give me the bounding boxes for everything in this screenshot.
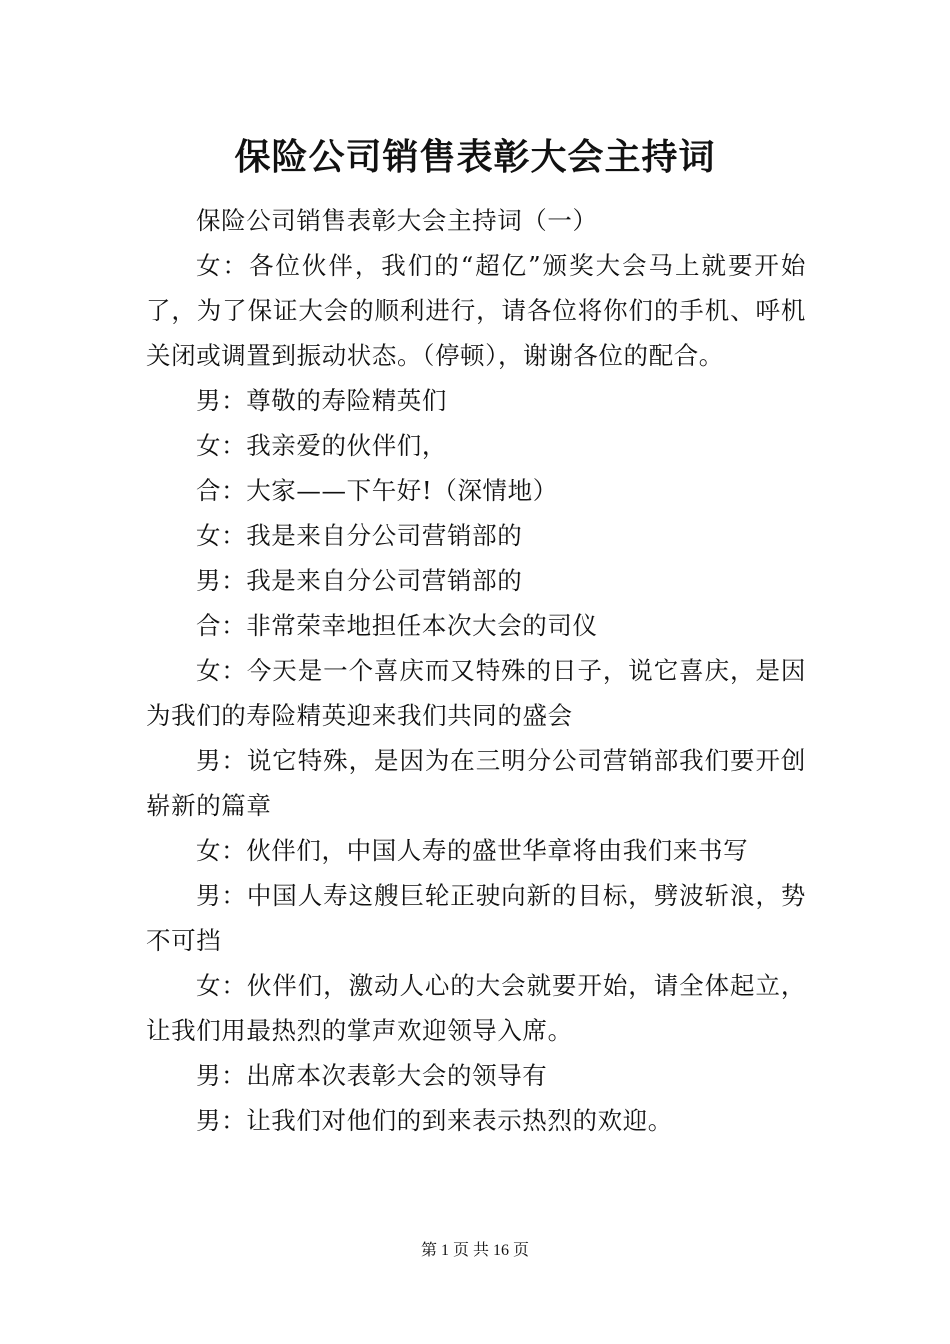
paragraph: 合：大家——下午好!（深情地）	[196, 476, 558, 505]
paragraph: 男：中国人寿这艘巨轮正驶向新的目标，劈波斩浪，势不可挡	[146, 881, 806, 955]
page-title: 保险公司销售表彰大会主持词	[234, 136, 716, 178]
page-footer: 第 1 页 共 16 页	[420, 1242, 529, 1259]
paragraph: 女：我是来自分公司营销部的	[196, 521, 523, 550]
paragraph: 男：让我们对他们的到来表示热烈的欢迎。	[196, 1106, 673, 1135]
paragraph: 女：我亲爱的伙伴们，	[196, 431, 447, 460]
paragraph: 男：出席本次表彰大会的领导有	[196, 1061, 548, 1090]
paragraph: 男：我是来自分公司营销部的	[196, 566, 523, 595]
paragraph: 女：今天是一个喜庆而又特殊的日子，说它喜庆，是因为我们的寿险精英迎来我们共同的盛会	[146, 656, 806, 730]
paragraph: 男：说它特殊，是因为在三明分公司营销部我们要开创崭新的篇章	[146, 746, 806, 820]
paragraph: 男：尊敬的寿险精英们	[196, 386, 447, 415]
paragraph: 女：各位伙伴，我们的“超亿”颁奖大会马上就要开始了，为了保证大会的顺利进行，请各位将你们的手机、呼机关闭或调置到振动状态。（停顿），谢谢各位的配合。	[146, 251, 806, 370]
paragraph: 保险公司销售表彰大会主持词（一）	[196, 206, 598, 235]
document-body	[146, 198, 806, 1143]
paragraph: 女：伙伴们，激动人心的大会就要开始，请全体起立，让我们用最热烈的掌声欢迎领导入席。	[146, 971, 806, 1045]
paragraph: 女：伙伴们，中国人寿的盛世华章将由我们来书写	[196, 836, 749, 865]
paragraph: 合：非常荣幸地担任本次大会的司仪	[196, 611, 598, 640]
